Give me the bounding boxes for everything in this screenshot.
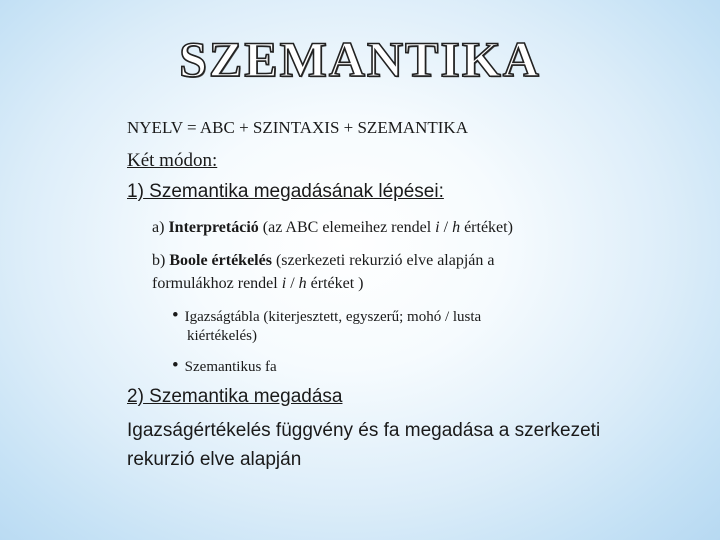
bullet-truth-table xyxy=(172,305,481,327)
slide-title: SZEMANTIKA xyxy=(179,31,541,87)
step-b-mid: / xyxy=(286,275,299,292)
step-a-ital2: h xyxy=(452,219,461,236)
paragraph-line2: rekurzió elve alapján xyxy=(127,449,302,470)
part1-text: Szemantika megadásának lépései: xyxy=(143,181,444,202)
modes-heading: Két módon: xyxy=(127,150,218,171)
step-b-bold: Boole értékelés xyxy=(169,252,272,269)
step-b-line2 xyxy=(152,275,364,293)
step-a-text2: értéket) xyxy=(460,219,513,236)
step-a-bold: Interpretáció xyxy=(168,219,259,236)
language-formula: NYELV = ABC + SZINTAXIS + SZEMANTIKA xyxy=(127,118,468,137)
part2-heading xyxy=(127,386,342,408)
paragraph-line1: Igazságértékelés függvény és fa megadása a szerkezeti xyxy=(127,420,601,441)
step-a-mid: / xyxy=(439,219,453,236)
bullet-truth-table-line1: Igazságtábla (kiterjesztett, egyszerű; mohó / lusta xyxy=(184,309,482,325)
part1-number: 1) xyxy=(127,181,144,202)
step-b-prefix: b) xyxy=(152,252,170,269)
step-b-ital2: h xyxy=(298,275,307,292)
step-b-text1: (szerkezeti rekurzió elve alapján a xyxy=(271,252,495,269)
part2-number: 2) xyxy=(127,386,144,407)
step-a xyxy=(152,219,513,237)
part2-text: Szemantika megadása xyxy=(143,386,343,407)
step-b-line1 xyxy=(152,252,494,270)
step-b-line2-pre: formulákhoz rendel xyxy=(152,275,282,292)
step-b-line2-post: értéket ) xyxy=(306,275,364,292)
bullet-semantic-tree xyxy=(172,355,277,377)
step-a-ital1: i xyxy=(435,219,440,236)
part1-heading xyxy=(127,181,444,203)
bullet-dot-icon: • xyxy=(172,355,179,376)
bullet-dot-icon: • xyxy=(172,305,179,326)
bullet-semantic-tree-text: Szemantikus fa xyxy=(184,359,277,375)
step-b-ital1: i xyxy=(281,275,287,292)
bullet-truth-table-line2: kiértékelés) xyxy=(187,328,257,344)
step-a-prefix: a) xyxy=(152,219,169,236)
step-a-text1: (az ABC elemeihez rendel xyxy=(258,219,436,236)
